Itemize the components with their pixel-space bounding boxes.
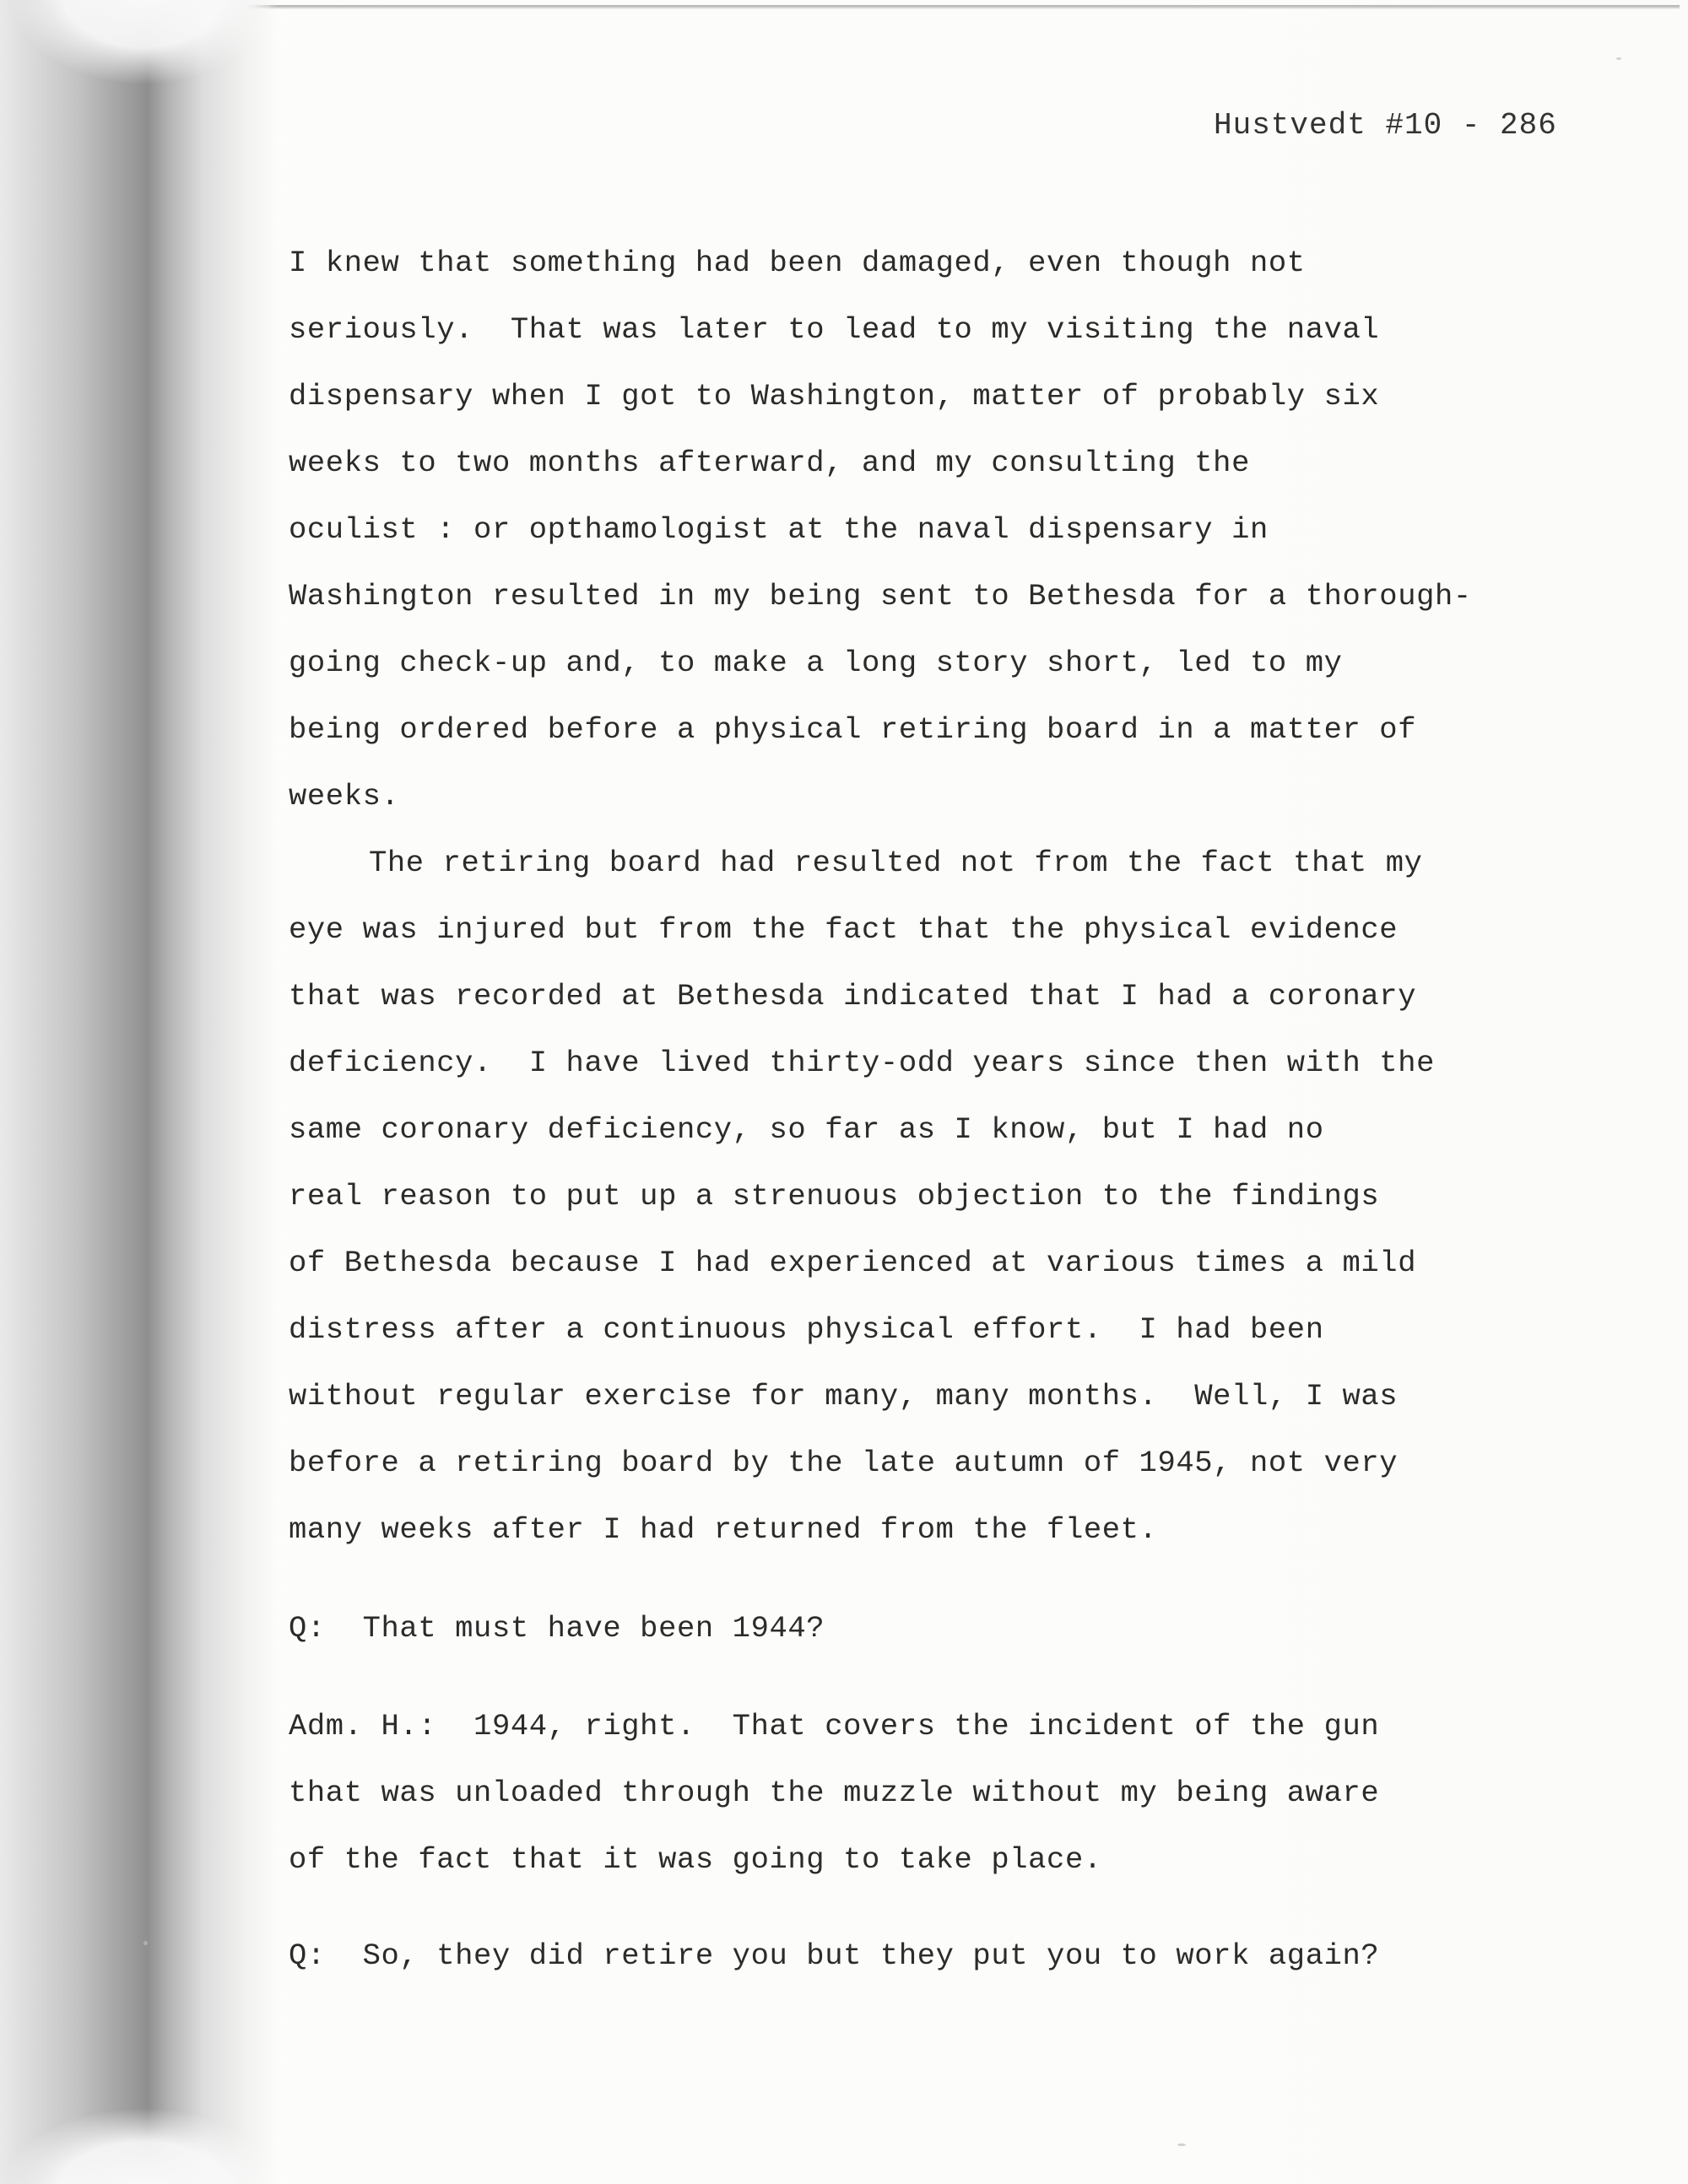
text-line: weeks. — [289, 779, 400, 814]
text-line: before a retiring board by the late autumn of 1945, not very — [289, 1446, 1399, 1480]
answer-1 — [289, 1693, 1605, 1893]
scan-speck — [1177, 2143, 1186, 2146]
paragraph-2 — [289, 830, 1605, 1563]
binding-gutter-shadow — [0, 0, 279, 2184]
text-line: many weeks after I had returned from the fleet. — [289, 1512, 1158, 1547]
gutter-curve-bottom — [0, 2091, 270, 2184]
scan-speck — [143, 1941, 148, 1945]
transcript-body — [289, 230, 1605, 1563]
answer-line: of the fact that it was going to take place. — [289, 1842, 1102, 1877]
text-line: real reason to put up a strenuous objection to the findings — [289, 1179, 1380, 1214]
answer-line: Adm. H.: 1944, right. That covers the incident of the gun — [289, 1709, 1380, 1743]
gutter-curve-top — [0, 0, 270, 93]
page-top-edge — [118, 5, 1680, 9]
text-line: seriously. That was later to lead to my visiting the naval — [289, 312, 1380, 347]
text-line: I knew that something had been damaged, even though not — [289, 246, 1306, 280]
page-header: Hustvedt #10 - 286 — [1214, 108, 1557, 143]
text-line: dispensary when I got to Washington, matter of probably six — [289, 379, 1380, 414]
text-line: Washington resulted in my being sent to Bethesda for a thorough- — [289, 579, 1472, 614]
question-2 — [289, 1922, 1605, 1989]
text-line: oculist : or opthamologist at the naval dispensary in — [289, 512, 1269, 547]
text-line: without regular exercise for many, many months. Well, I was — [289, 1379, 1399, 1414]
text-line: same coronary deficiency, so far as I know, but I had no — [289, 1112, 1324, 1147]
text-line: distress after a continuous physical effort. I had been — [289, 1312, 1324, 1347]
question-1 — [289, 1595, 1605, 1662]
answer-line: that was unloaded through the muzzle without my being aware — [289, 1776, 1380, 1810]
scan-speck — [1616, 57, 1621, 60]
question-line: Q: That must have been 1944? — [289, 1611, 825, 1646]
text-line: deficiency. I have lived thirty-odd years since then with the — [289, 1046, 1436, 1080]
text-line: of Bethesda because I had experienced at various times a mild — [289, 1246, 1417, 1280]
text-line: going check-up and, to make a long story short, led to my — [289, 646, 1343, 680]
text-line: The retiring board had resulted not from the fact that my — [369, 846, 1423, 880]
text-line: being ordered before a physical retiring board in a matter of — [289, 712, 1417, 747]
text-line: eye was injured but from the fact that the physical evidence — [289, 912, 1399, 947]
text-line: weeks to two months afterward, and my consulting the — [289, 446, 1250, 480]
text-line: that was recorded at Bethesda indicated that I had a coronary — [289, 979, 1417, 1014]
question-line: Q: So, they did retire you but they put you to work again? — [289, 1938, 1380, 1973]
paragraph-1 — [289, 230, 1605, 830]
